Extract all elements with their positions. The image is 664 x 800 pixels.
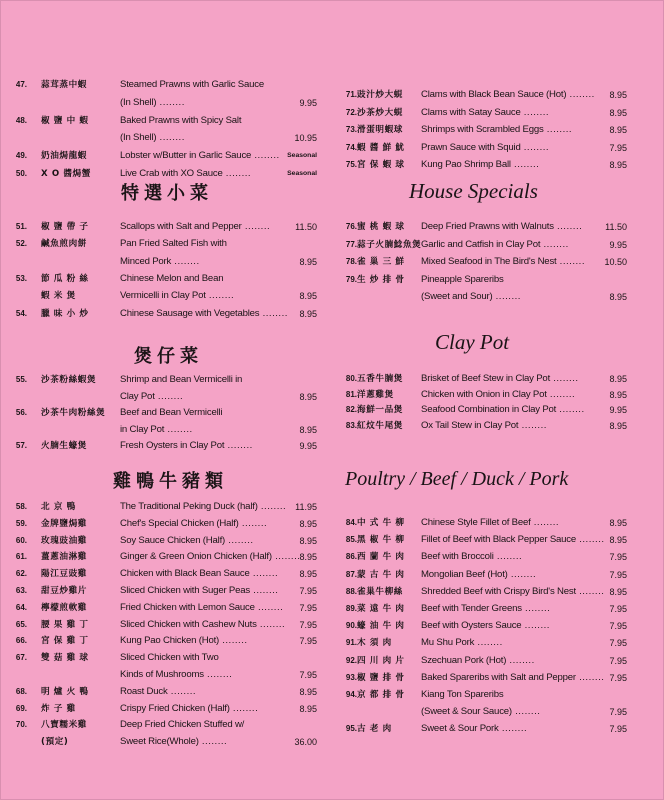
menu-item-number: 85. bbox=[345, 535, 357, 545]
menu-item-row bbox=[331, 403, 664, 417]
menu-item-row bbox=[331, 516, 664, 530]
menu-item-number: 92. bbox=[345, 655, 357, 665]
menu-item-english-name: Beef with Oysters Sauce ..... bbox=[421, 619, 550, 633]
menu-item-number: 77. bbox=[345, 239, 357, 249]
menu-item-number: 82. bbox=[345, 405, 357, 414]
menu-item-english-name: Chef's Special Chicken (Half) ..... bbox=[120, 517, 267, 531]
menu-item-price: 7.95 bbox=[609, 724, 627, 735]
menu-item-row bbox=[331, 585, 664, 599]
menu-item-number: 78. bbox=[345, 257, 357, 266]
menu-item-english-name: Deep Fried Prawns with Walnuts ..... bbox=[421, 220, 582, 234]
menu-item-row bbox=[1, 550, 331, 564]
menu-item-chinese-name: 檸檬煎軟雞 bbox=[41, 602, 87, 613]
menu-item-english-name: Clams with Black Bean Sauce (Hot) ..... bbox=[421, 88, 595, 102]
menu-item-english-name: Pineapple Spareribs bbox=[421, 273, 504, 285]
menu-item-english-name: Szechuan Pork (Hot) ..... bbox=[421, 654, 535, 668]
menu-item-price: 11.50 bbox=[605, 222, 627, 232]
section-title-house-specials: House Specials bbox=[409, 179, 538, 203]
menu-item-row bbox=[331, 688, 664, 702]
menu-item-price: 8.95 bbox=[299, 569, 317, 580]
menu-item-row bbox=[331, 550, 664, 564]
menu-item-english-name: Baked Spareribs with Salt and Pepper ..... bbox=[421, 671, 604, 685]
menu-item-number: 87. bbox=[345, 569, 357, 579]
menu-item-price: 9.95 bbox=[299, 441, 317, 451]
menu-item-price: 8.95 bbox=[609, 535, 627, 546]
menu-item-price: Seasonal bbox=[287, 170, 317, 177]
menu-item-chinese-name: 金牌鹽焗雞 bbox=[41, 518, 87, 529]
menu-item-row bbox=[1, 149, 331, 163]
menu-item-price: 8.95 bbox=[609, 586, 627, 597]
menu-item-number: 56. bbox=[15, 408, 27, 417]
menu-item-chinese-name: 節 瓜 粉 絲 bbox=[41, 273, 89, 284]
menu-item-row bbox=[331, 220, 664, 234]
menu-item-chinese-name: X O 醬焗蟹 bbox=[41, 169, 91, 179]
menu-item-price: 8.95 bbox=[299, 291, 317, 302]
menu-item-row bbox=[331, 238, 664, 252]
menu-item-english-name: Kung Pao Shrimp Ball ..... bbox=[421, 158, 539, 172]
menu-item-number: 61. bbox=[15, 552, 27, 562]
menu-item-chinese-name: 臘 味 小 炒 bbox=[41, 308, 89, 319]
menu-item-price: 8.95 bbox=[609, 125, 627, 135]
menu-item-row bbox=[331, 106, 664, 120]
menu-item-number: 88. bbox=[345, 586, 357, 596]
menu-item-english-name: Brisket of Beef Stew in Clay Pot ..... bbox=[421, 372, 579, 386]
menu-item-chinese-name: 雀 巢 三 鮮 bbox=[357, 257, 405, 267]
menu-item-price: 8.95 bbox=[609, 107, 627, 118]
menu-item-english-name: Beef with Tender Greens ..... bbox=[421, 602, 550, 616]
menu-item-english-name: Chinese Style Fillet of Beef ..... bbox=[421, 516, 559, 530]
menu-item-number: 94. bbox=[345, 690, 357, 699]
menu-item-english-name: Ginger & Green Onion Chicken (Half) ..... bbox=[120, 550, 300, 564]
menu-item-row bbox=[1, 651, 331, 665]
menu-item-row bbox=[1, 517, 331, 531]
menu-item-price: 9.95 bbox=[609, 239, 627, 250]
menu-item-english-name: Mixed Seafood in The Bird's Nest ..... bbox=[421, 255, 585, 269]
menu-item-english-name: Mu Shu Pork ..... bbox=[421, 636, 503, 650]
menu-item-english-name: Soy Sauce Chicken (Half) ..... bbox=[120, 534, 254, 548]
menu-item-english-name: Shredded Beef with Crispy Bird's Nest ..... bbox=[421, 585, 604, 599]
menu-item-chinese-name: 四 川 肉 片 bbox=[357, 655, 405, 666]
menu-item-price: 8.95 bbox=[609, 292, 627, 302]
menu-item-english-name: Lobster w/Butter in Garlic Sauce ..... bbox=[120, 149, 280, 163]
menu-item-chinese-name: 沙茶炒大蜆 bbox=[357, 107, 403, 118]
menu-item-price: 8.95 bbox=[299, 391, 317, 402]
menu-item-row bbox=[1, 255, 331, 269]
menu-item-english-name: Seafood Combination in Clay Pot ..... bbox=[421, 403, 585, 417]
menu-item-number: 62. bbox=[15, 569, 27, 579]
menu-item-price: 7.95 bbox=[299, 586, 317, 596]
menu-item-english-name: Kung Pao Chicken (Hot) ..... bbox=[120, 634, 248, 648]
menu-item-chinese-name: 紅炆牛尾煲 bbox=[357, 420, 403, 431]
menu-item-price: 7.95 bbox=[609, 638, 627, 649]
menu-item-number: 79. bbox=[345, 274, 357, 284]
menu-item-row bbox=[1, 131, 331, 145]
menu-item-chinese-name: 陽江豆豉雞 bbox=[41, 569, 87, 580]
menu-item-chinese-name: 北 京 鴨 bbox=[41, 502, 76, 512]
menu-item-price: 8.95 bbox=[609, 389, 627, 400]
menu-item-number: 90. bbox=[345, 621, 357, 631]
menu-item-number: 67. bbox=[15, 653, 27, 663]
menu-item-english-name: Vermicelli in Clay Pot ..... bbox=[120, 289, 234, 303]
menu-item-number: 93. bbox=[345, 672, 357, 682]
menu-item-row bbox=[1, 500, 331, 514]
menu-item-number: 71. bbox=[345, 90, 357, 99]
menu-item-chinese-name: 宮 保 雞 丁 bbox=[41, 636, 89, 647]
menu-item-row bbox=[331, 388, 664, 402]
menu-item-chinese-name: 明 爐 火 鴨 bbox=[41, 686, 89, 697]
menu-item-english-name: Chinese Melon and Bean bbox=[120, 272, 224, 284]
menu-item-english-name: Shrimps with Scrambled Eggs ..... bbox=[421, 123, 572, 137]
menu-item-english-name: Chicken with Black Bean Sauce ..... bbox=[120, 567, 278, 581]
menu-item-row bbox=[331, 705, 664, 719]
menu-item-chinese-name: 宮 保 蝦 球 bbox=[357, 160, 405, 170]
section-title-poultry-cn: 雞鴨牛豬類 bbox=[113, 471, 228, 492]
menu-item-row bbox=[331, 372, 664, 386]
menu-item-price: 11.95 bbox=[295, 502, 317, 512]
section-title-chef-specials: 特選小菜 bbox=[121, 183, 213, 204]
menu-item-number: 50. bbox=[15, 169, 27, 178]
menu-item-number: 59. bbox=[15, 518, 27, 528]
menu-item-number: 66. bbox=[15, 636, 27, 646]
menu-item-english-name: Chicken with Onion in Clay Pot ..... bbox=[421, 388, 575, 402]
menu-item-english-name: Pan Fried Salted Fish with bbox=[120, 238, 227, 250]
menu-item-chinese-name: 鹹魚煎肉餅 bbox=[41, 239, 87, 250]
menu-item-price: 36.00 bbox=[294, 737, 317, 748]
menu-item-price: 8.95 bbox=[609, 518, 627, 528]
menu-item-price: 7.95 bbox=[609, 672, 627, 683]
menu-item-english-name: Steamed Prawns with Garlic Sauce bbox=[120, 79, 264, 90]
menu-item-number: 52. bbox=[15, 239, 27, 249]
menu-item-row bbox=[331, 419, 664, 433]
menu-item-number: 49. bbox=[15, 151, 27, 161]
menu-item-number: 55. bbox=[15, 375, 27, 384]
menu-item-number: 76. bbox=[345, 222, 357, 231]
menu-item-price: 7.95 bbox=[609, 604, 627, 614]
menu-item-english-name: Ox Tail Stew in Clay Pot ..... bbox=[421, 419, 547, 433]
menu-item-number: 68. bbox=[15, 686, 27, 696]
menu-item-row bbox=[331, 273, 664, 287]
menu-item-english-name: Garlic and Catfish in Clay Pot ..... bbox=[421, 238, 569, 252]
menu-item-number: 69. bbox=[15, 703, 27, 713]
menu-item-price: 8.95 bbox=[609, 160, 627, 170]
menu-item-price: 8.95 bbox=[299, 518, 317, 529]
menu-item-number: 60. bbox=[15, 535, 27, 545]
menu-item-number: 65. bbox=[15, 619, 27, 629]
menu-item-english-name: Sliced Chicken with Cashew Nuts ..... bbox=[120, 618, 285, 632]
section-title-clay-pot-cn: 煲仔菜 bbox=[134, 346, 203, 367]
menu-item-chinese-name: 西 蘭 牛 肉 bbox=[357, 552, 405, 563]
menu-item-chinese-name: 薑蔥油淋雞 bbox=[41, 552, 87, 563]
menu-item-chinese-name: 腰 果 雞 丁 bbox=[41, 619, 89, 630]
menu-item-number: 72. bbox=[345, 107, 357, 117]
menu-item-row bbox=[1, 237, 331, 251]
menu-item-english-name: Sweet & Sour Pork ..... bbox=[421, 722, 527, 736]
menu-item-english-name: Sliced Chicken with Suger Peas ..... bbox=[120, 584, 278, 598]
menu-item-chinese-name: 奶油焗龍蝦 bbox=[41, 151, 87, 162]
menu-item-english-name: Scallops with Salt and Pepper ..... bbox=[120, 220, 270, 234]
menu-item-price: 9.95 bbox=[299, 97, 317, 108]
menu-item-row bbox=[331, 141, 664, 155]
menu-item-row bbox=[331, 290, 664, 304]
menu-item-chinese-name: 八寶糯米雞 bbox=[41, 720, 87, 731]
menu-item-chinese-name: 木 須 肉 bbox=[357, 638, 392, 649]
menu-item-price: 7.95 bbox=[299, 619, 317, 630]
menu-item-price: 8.95 bbox=[299, 552, 317, 563]
menu-item-price: 7.95 bbox=[609, 707, 627, 718]
menu-item-price: 10.50 bbox=[604, 257, 627, 267]
menu-item-number: 81. bbox=[345, 389, 357, 399]
menu-item-row bbox=[1, 78, 331, 92]
menu-item-chinese-name: 炸 子 雞 bbox=[41, 703, 76, 714]
menu-item-number: 48. bbox=[15, 115, 27, 125]
menu-item-chinese-name: 玫瑰豉油雞 bbox=[41, 535, 87, 546]
menu-item-price: 8.95 bbox=[299, 256, 317, 267]
menu-item-english-name: Fresh Oysters in Clay Pot ..... bbox=[120, 439, 253, 453]
menu-item-row bbox=[331, 602, 664, 616]
menu-item-english-name: Deep Fried Chicken Stuffed w/ bbox=[120, 719, 245, 731]
menu-item-row bbox=[1, 534, 331, 548]
menu-item-row bbox=[331, 636, 664, 650]
menu-item-price: 7.95 bbox=[609, 569, 627, 580]
menu-item-price: 7.95 bbox=[609, 552, 627, 563]
menu-item-row bbox=[1, 685, 331, 699]
menu-item-number: 91. bbox=[345, 638, 357, 648]
menu-item-number: 73. bbox=[345, 125, 357, 134]
menu-item-number: 63. bbox=[15, 586, 27, 595]
menu-item-number: 70. bbox=[15, 720, 27, 730]
menu-item-row bbox=[1, 423, 331, 437]
menu-item-row bbox=[1, 618, 331, 632]
menu-item-price: 7.95 bbox=[299, 602, 317, 613]
menu-item-chinese-name: 中 式 牛 柳 bbox=[357, 518, 405, 528]
menu-item-row bbox=[1, 114, 331, 128]
menu-item-row bbox=[331, 123, 664, 137]
menu-item-chinese-name: 蝦 米 煲 bbox=[41, 291, 76, 302]
menu-item-english-name: Clams with Satay Sauce ..... bbox=[421, 106, 549, 120]
menu-item-english-name: Chinese Sausage with Vegetables ..... bbox=[120, 307, 288, 321]
menu-item-english-name: Shrimp and Bean Vermicelli in bbox=[120, 374, 243, 385]
menu-item-number: 47. bbox=[15, 80, 27, 89]
menu-item-chinese-name: 蜜 桃 蝦 球 bbox=[357, 222, 405, 232]
menu-item-english-name: Live Crab with XO Sauce ..... bbox=[120, 167, 251, 181]
menu-item-row bbox=[1, 634, 331, 648]
menu-item-row bbox=[331, 255, 664, 269]
menu-item-english-name: (Sweet & Sour Sauce) ..... bbox=[421, 705, 540, 719]
menu-item-chinese-name: 蝦 醬 鮮 魷 bbox=[357, 142, 405, 153]
menu-item-row bbox=[331, 654, 664, 668]
menu-item-number: 57. bbox=[15, 441, 27, 450]
menu-item-number: 53. bbox=[15, 273, 27, 283]
menu-item-english-name: (In Shell) ..... bbox=[120, 96, 185, 110]
menu-item-price: 8.95 bbox=[299, 308, 317, 319]
menu-item-row bbox=[1, 735, 331, 749]
menu-item-chinese-name: 雙 菇 雞 球 bbox=[41, 653, 89, 664]
menu-item-chinese-name: 五香牛腩煲 bbox=[357, 374, 403, 384]
menu-item-english-name: Fried Chicken with Lemon Sauce ..... bbox=[120, 601, 283, 615]
menu-item-price: 7.95 bbox=[609, 655, 627, 666]
menu-item-chinese-name: 雀巢牛柳絲 bbox=[357, 586, 403, 597]
menu-item-number: 75. bbox=[345, 160, 357, 169]
menu-item-chinese-name: 黑 椒 牛 柳 bbox=[357, 535, 405, 546]
menu-item-row bbox=[1, 406, 331, 420]
menu-item-english-name: Kiang Ton Spareribs bbox=[421, 689, 504, 700]
menu-item-number: 83. bbox=[345, 420, 357, 430]
menu-item-price: Seasonal bbox=[287, 152, 317, 160]
menu-item-row bbox=[331, 88, 664, 102]
menu-item-price: 8.95 bbox=[609, 420, 627, 431]
menu-item-row bbox=[1, 584, 331, 598]
menu-item-number: 86. bbox=[345, 552, 357, 562]
menu-item-chinese-name: 海鮮一品煲 bbox=[357, 405, 403, 415]
menu-item-chinese-name: 洋蔥雞煲 bbox=[357, 389, 394, 400]
menu-item-price: 8.95 bbox=[299, 703, 317, 714]
menu-item-number: 95. bbox=[345, 724, 357, 734]
menu-item-chinese-name: 蒜子火腩鯰魚煲 bbox=[357, 239, 422, 250]
menu-item-english-name: Fillet of Beef with Black Pepper Sauce ..... bbox=[421, 533, 605, 547]
menu-item-row bbox=[1, 307, 331, 321]
menu-item-row bbox=[331, 619, 664, 633]
menu-item-row bbox=[1, 220, 331, 234]
menu-item-chinese-name: 生 炒 排 骨 bbox=[357, 274, 405, 285]
menu-item-english-name: in Clay Pot ..... bbox=[120, 423, 193, 437]
menu-item-price: 8.95 bbox=[609, 90, 627, 100]
menu-item-price: 7.95 bbox=[299, 636, 317, 647]
menu-item-english-name: Beef with Broccoli ..... bbox=[421, 550, 522, 564]
menu-item-row bbox=[1, 96, 331, 110]
menu-item-chinese-name: 椒 鹽 中 蝦 bbox=[41, 115, 89, 126]
menu-item-chinese-name: 甜豆炒雞片 bbox=[41, 586, 87, 596]
menu-item-chinese-name: 火腩生蠔煲 bbox=[41, 441, 87, 451]
menu-item-chinese-name: 椒 鹽 排 骨 bbox=[357, 672, 405, 683]
section-title-clay-pot: Clay Pot bbox=[435, 330, 510, 354]
menu-item-chinese-name: 蠔 油 牛 肉 bbox=[357, 621, 405, 632]
menu-item-number: 64. bbox=[15, 602, 27, 612]
menu-item-english-name: Mongolian Beef (Hot) ..... bbox=[421, 568, 536, 582]
menu-item-row bbox=[1, 390, 331, 404]
menu-item-english-name: The Traditional Peking Duck (half) ..... bbox=[120, 500, 286, 514]
menu-item-row bbox=[1, 601, 331, 615]
menu-item-row bbox=[1, 373, 331, 387]
menu-item-english-name: Beef and Bean Vermicelli bbox=[120, 407, 223, 418]
menu-item-english-name: Minced Pork ..... bbox=[120, 255, 200, 269]
menu-item-row bbox=[331, 533, 664, 547]
menu-item-row bbox=[331, 568, 664, 582]
menu-item-english-name: Kinds of Mushrooms ..... bbox=[120, 668, 232, 682]
menu-item-price: 8.95 bbox=[299, 686, 317, 697]
menu-item-row bbox=[1, 567, 331, 581]
menu-item-english-name: Baked Prawns with Spicy Salt bbox=[120, 114, 242, 126]
menu-item-price: 7.95 bbox=[609, 621, 627, 632]
menu-item-number: 80. bbox=[345, 374, 357, 383]
menu-item-row bbox=[331, 671, 664, 685]
menu-item-english-name: Sweet Rice(Whole) ..... bbox=[120, 735, 227, 749]
menu-item-price: 8.95 bbox=[299, 424, 317, 435]
menu-item-english-name: Prawn Sauce with Squid ..... bbox=[421, 141, 549, 155]
menu-item-chinese-name: 蒜茸蒸中蝦 bbox=[41, 80, 87, 90]
menu-item-row bbox=[1, 289, 331, 303]
menu-item-chinese-name: 椒 鹽 帶 子 bbox=[41, 222, 89, 232]
menu-item-number: 84. bbox=[345, 518, 357, 527]
menu-item-number: 54. bbox=[15, 308, 27, 318]
menu-item-english-name: (In Shell) ..... bbox=[120, 131, 185, 145]
menu-item-chinese-name: 菜 遠 牛 肉 bbox=[357, 604, 405, 614]
menu-item-english-name: (Sweet and Sour) ..... bbox=[421, 290, 521, 304]
menu-item-chinese-name: (預定) bbox=[41, 737, 69, 748]
menu-item-number: 58. bbox=[15, 502, 27, 511]
section-title-poultry: Poultry / Beef / Duck / Pork bbox=[345, 468, 569, 490]
menu-item-price: 7.95 bbox=[609, 142, 627, 153]
menu-item-chinese-name: 沙茶牛肉粉絲煲 bbox=[41, 408, 106, 418]
menu-item-price: 8.95 bbox=[299, 535, 317, 546]
menu-item-number: 89. bbox=[345, 604, 357, 613]
menu-item-row bbox=[331, 722, 664, 736]
menu-item-price: 7.95 bbox=[299, 670, 317, 680]
menu-item-chinese-name: 滑蛋明蝦球 bbox=[357, 125, 403, 135]
menu-item-chinese-name: 古 老 肉 bbox=[357, 724, 392, 735]
menu-item-price: 11.50 bbox=[295, 222, 317, 232]
menu-item-row bbox=[1, 439, 331, 453]
menu-item-row bbox=[1, 718, 331, 732]
menu-item-english-name: Sliced Chicken with Two bbox=[120, 652, 219, 664]
menu-item-price: 10.95 bbox=[294, 133, 317, 144]
menu-item-chinese-name: 沙茶粉絲蝦煲 bbox=[41, 375, 97, 385]
menu-item-english-name: Crispy Fried Chicken (Half) ..... bbox=[120, 702, 258, 716]
menu-item-number: 74. bbox=[345, 142, 357, 152]
menu-item-price: 9.95 bbox=[609, 405, 627, 415]
menu-item-row bbox=[331, 158, 664, 172]
menu-item-number: 51. bbox=[15, 222, 27, 231]
menu-item-row bbox=[1, 702, 331, 716]
menu-item-chinese-name: 蒙 古 牛 肉 bbox=[357, 569, 405, 580]
menu-item-english-name: Clay Pot ..... bbox=[120, 390, 183, 404]
menu-item-chinese-name: 豉汁炒大蜆 bbox=[357, 90, 403, 100]
menu-item-row bbox=[1, 668, 331, 682]
menu-item-english-name: Roast Duck ..... bbox=[120, 685, 196, 699]
menu-item-row bbox=[1, 272, 331, 286]
menu-item-price: 8.95 bbox=[609, 374, 627, 384]
menu-item-chinese-name: 京 都 排 骨 bbox=[357, 690, 405, 700]
